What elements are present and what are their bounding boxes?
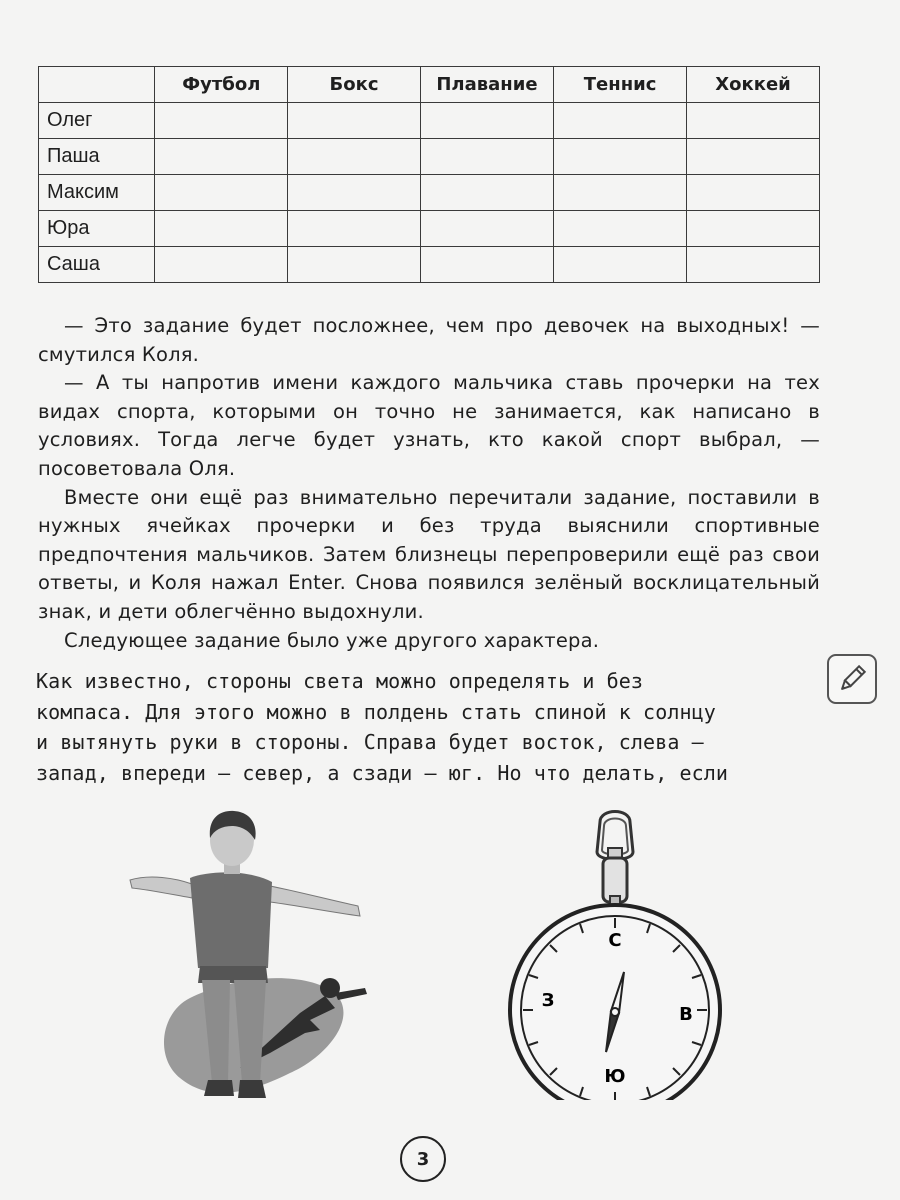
table-cell[interactable] xyxy=(554,175,687,211)
row-name-maksim: Максим xyxy=(39,175,155,211)
table-cell[interactable] xyxy=(554,211,687,247)
task-line: Как известно, стороны света можно определять и без xyxy=(36,669,644,693)
table-cell[interactable] xyxy=(288,103,420,139)
table-row xyxy=(39,211,820,247)
table-row xyxy=(39,175,820,211)
table-row xyxy=(39,103,820,139)
compass-west-label: З xyxy=(541,990,555,1011)
pencil-icon xyxy=(827,654,877,704)
table-cell[interactable] xyxy=(155,103,288,139)
story-paragraph: — Это задание будет посложнее, чем про девочек на выходных! — смутился Коля. xyxy=(38,314,820,366)
table-cell[interactable] xyxy=(554,139,687,175)
story-paragraph: Вместе они ещё раз внимательно перечитали задание, поставили в нужных ячейках прочерки и без труда выяснили спортивные предпочтения мальчиков. Затем близнецы перепроверили ещё раз свои ответы, и Коля нажал Enter. Снова появился зелёный восклицательный знак, и дети облегчённо выдохнули. xyxy=(38,485,820,623)
table-cell[interactable] xyxy=(420,175,553,211)
table-cell[interactable] xyxy=(687,139,820,175)
header-hockey: Хоккей xyxy=(687,67,820,103)
table-row xyxy=(39,139,820,175)
row-name-oleg: Олег xyxy=(39,103,155,139)
task-line: запад, впереди — север, а сзади — юг. Но что делать, если xyxy=(36,760,729,785)
table-cell[interactable] xyxy=(420,211,553,247)
table-cell[interactable] xyxy=(554,103,687,139)
table-corner-cell xyxy=(39,67,155,103)
sports-table xyxy=(38,66,820,283)
boy-illustration xyxy=(120,808,380,1108)
table-cell[interactable] xyxy=(155,175,288,211)
compass-north-label: С xyxy=(608,930,622,951)
table-cell[interactable] xyxy=(687,103,820,139)
header-boxing: Бокс xyxy=(288,67,420,103)
table-cell[interactable] xyxy=(288,139,420,175)
table-cell[interactable] xyxy=(687,247,820,283)
table-cell[interactable] xyxy=(420,247,553,283)
table-cell[interactable] xyxy=(155,139,288,175)
table-cell[interactable] xyxy=(687,211,820,247)
table-cell[interactable] xyxy=(554,247,687,283)
table-cell[interactable] xyxy=(288,211,420,247)
table-cell[interactable] xyxy=(155,211,288,247)
table-row xyxy=(39,247,820,283)
table-cell[interactable] xyxy=(155,247,288,283)
table-cell[interactable] xyxy=(288,175,420,211)
story-text xyxy=(38,312,820,655)
header-swimming: Плавание xyxy=(420,67,553,103)
task-line: компаса. Для этого можно в полдень стать спиной к солнцу xyxy=(36,699,716,724)
page-number: 3 xyxy=(400,1136,446,1182)
compass-east-label: В xyxy=(679,1004,693,1025)
table-cell[interactable] xyxy=(288,247,420,283)
table-cell[interactable] xyxy=(687,175,820,211)
story-paragraph: Следующее задание было уже другого характера. xyxy=(64,628,600,652)
compass-south-label: Ю xyxy=(604,1066,626,1087)
story-paragraph: — А ты напротив имени каждого мальчика ставь прочерки на тех видах спорта, которыми он точно не занимается, как написано в условиях. Тогда легче будет узнать, кто какой спорт выбрал, — посоветовала Оля. xyxy=(38,371,820,480)
task-line: и вытянуть руки в стороны. Справа будет восток, слева — xyxy=(36,730,704,754)
table-cell[interactable] xyxy=(420,139,553,175)
header-tennis: Теннис xyxy=(554,67,687,103)
row-name-pasha: Паша xyxy=(39,139,155,175)
compass-illustration xyxy=(500,800,730,1100)
table-header-row xyxy=(39,67,820,103)
table-cell[interactable] xyxy=(420,103,553,139)
row-name-yura: Юра xyxy=(39,211,155,247)
header-football: Футбол xyxy=(155,67,288,103)
row-name-sasha: Саша xyxy=(39,247,155,283)
task-text xyxy=(36,666,826,788)
